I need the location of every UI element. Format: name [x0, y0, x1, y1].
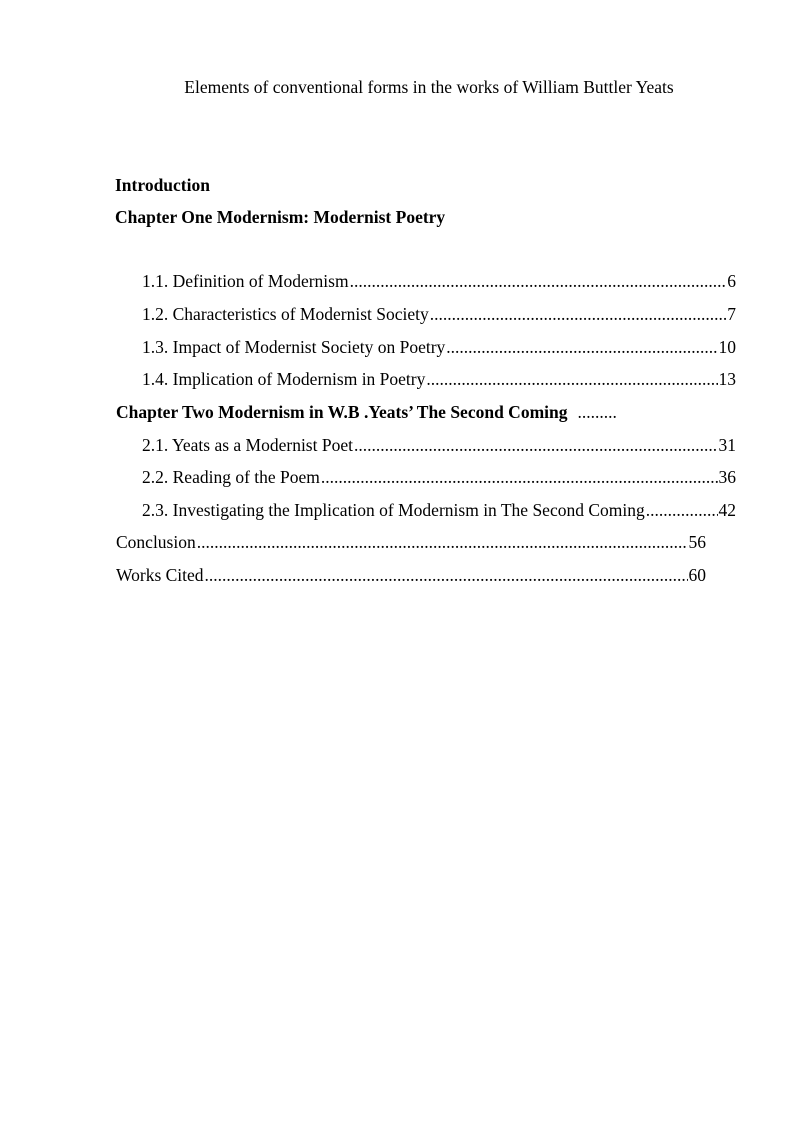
toc-entry	[142, 303, 736, 325]
toc-entry	[116, 564, 706, 586]
dot-leader-trail: .........	[577, 402, 617, 422]
toc-entry	[142, 368, 736, 390]
toc-entry-label: 1.2. Characteristics of Modernist Society	[142, 304, 429, 324]
toc-entry-label: 2.1. Yeats as a Modernist Poet	[142, 435, 353, 455]
toc-entry	[116, 531, 706, 553]
toc-entry-page: 36	[718, 467, 736, 487]
toc-introduction: Introduction	[115, 175, 210, 195]
dot-leader	[197, 531, 688, 553]
toc-entry-label: Works Cited	[116, 565, 204, 585]
dot-leader	[646, 499, 718, 521]
toc-entry-page: 7	[727, 304, 736, 324]
toc-entry-page: 56	[688, 532, 706, 552]
toc-entry-page: 6	[727, 271, 736, 291]
toc-chapter-one-heading: Chapter One Modernism: Modernist Poetry	[115, 207, 446, 227]
dot-leader	[321, 466, 718, 488]
toc-entry	[142, 434, 736, 456]
toc-chapter-two-title: Chapter Two Modernism in W.B .Yeats’ The Second Coming	[116, 402, 568, 422]
toc-entry-page: 10	[718, 337, 736, 357]
toc-entry	[142, 270, 736, 292]
toc-entry-page: 60	[688, 565, 706, 585]
toc-chapter-two-heading	[116, 401, 617, 423]
toc-entry-label: Conclusion	[116, 532, 196, 552]
toc-entry-label: 1.3. Impact of Modernist Society on Poetry	[142, 337, 446, 357]
toc-entry	[142, 336, 736, 358]
dot-leader	[205, 564, 688, 586]
toc-entry	[142, 466, 736, 488]
dot-leader	[350, 270, 727, 292]
dot-leader	[430, 303, 727, 325]
dot-leader	[354, 434, 718, 456]
toc-entry-label: 1.1. Definition of Modernism	[142, 271, 349, 291]
dot-leader	[446, 336, 717, 358]
toc-entry-page: 42	[718, 500, 736, 520]
toc-entry-page: 31	[718, 435, 736, 455]
document-title: Elements of conventional forms in the works of William Buttler Yeats	[184, 77, 674, 97]
toc-entry-label: 2.2. Reading of the Poem	[142, 467, 320, 487]
toc-entry-label: 2.3. Investigating the Implication of Modernism in The Second Coming	[142, 500, 645, 520]
toc-entry	[142, 499, 736, 521]
toc-entry-page: 13	[718, 369, 736, 389]
toc-entry-label: 1.4. Implication of Modernism in Poetry	[142, 369, 426, 389]
dot-leader	[426, 368, 717, 390]
